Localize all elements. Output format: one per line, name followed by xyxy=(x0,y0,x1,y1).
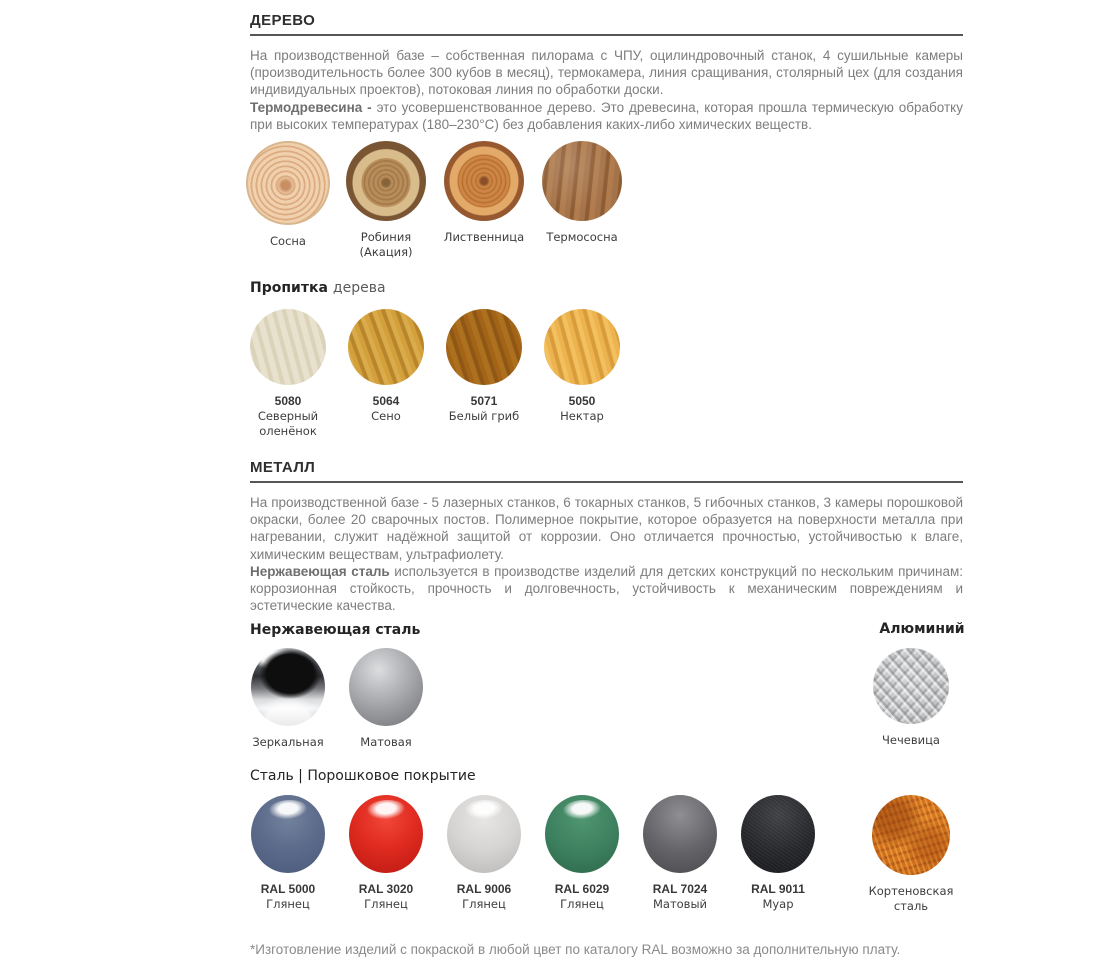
ral6029-label xyxy=(555,882,609,912)
thermopine-label: Термососна xyxy=(546,230,618,245)
stainless-sample-mirror xyxy=(239,648,337,750)
impregnation-5071-swatch-image xyxy=(446,309,522,385)
impregnation-5080-swatch-image xyxy=(250,309,326,385)
impregnation-5050-code: 5050 xyxy=(568,394,596,409)
thermopine-swatch-image xyxy=(542,141,622,221)
ral9011-finish: Муар xyxy=(762,897,794,912)
checkerplate-swatch-image xyxy=(873,648,949,724)
metal-section-divider xyxy=(250,481,963,483)
ral9006-swatch-image xyxy=(447,795,521,873)
ral-sample-7024 xyxy=(631,795,729,912)
aluminum-title-wrap xyxy=(873,621,971,638)
ral3020-swatch-image xyxy=(349,795,423,873)
ral5000-label xyxy=(261,882,315,912)
impregnation-5064-name: Сено xyxy=(371,409,401,424)
metal-subheadings-row xyxy=(250,622,963,639)
ral7024-code: RAL 7024 xyxy=(652,882,708,897)
impregnation-5071-code: 5071 xyxy=(470,394,498,409)
ral9006-finish: Глянец xyxy=(462,897,506,912)
ral7024-finish: Матовый xyxy=(652,897,708,912)
impregnation-5080-label xyxy=(239,394,337,439)
ral9011-code: RAL 9011 xyxy=(751,882,805,897)
aluminum-title: Алюминий xyxy=(879,621,965,638)
powder-coating-title: Сталь | Порошковое покрытие xyxy=(250,768,476,785)
impregnation-5064-label xyxy=(371,394,401,424)
ral-sample-6029 xyxy=(533,795,631,912)
ral5000-code: RAL 5000 xyxy=(260,882,316,897)
wood-intro-paragraph xyxy=(250,47,963,99)
larch-label: Лиственница xyxy=(443,230,525,245)
ral6029-code: RAL 6029 xyxy=(554,882,610,897)
ral-sample-9006 xyxy=(435,795,533,912)
impregnation-5050-label xyxy=(560,394,604,424)
impregnation-5064-code: 5064 xyxy=(372,394,400,409)
corten-label: Кортеновская сталь xyxy=(868,884,954,914)
corten-swatch-image xyxy=(872,795,950,875)
materials-catalog-page xyxy=(250,0,963,957)
ral-sample-5000 xyxy=(239,795,337,912)
wood-species-row xyxy=(239,141,963,260)
impregnation-5064-swatch-image xyxy=(348,309,424,385)
wood-sample-thermopine xyxy=(533,141,631,260)
ral9011-swatch-image xyxy=(741,795,815,873)
ral6029-finish: Глянец xyxy=(560,897,604,912)
stainless-term: Нержавеющая сталь xyxy=(250,563,390,579)
stainless-text: используется в производстве изделий для детских конструкций по нескольким причинам: коррозионная стойкость, прочность и долговечность, устойчивость к механическим повреждениям и эстетические качества. xyxy=(250,563,963,614)
impregnation-5080-name: Северный оленёнок xyxy=(257,409,319,439)
pine-swatch-image xyxy=(246,141,330,225)
thermo-term: Термодревесина - xyxy=(250,99,372,115)
pine-label: Сосна xyxy=(270,234,306,249)
ral3020-code: RAL 3020 xyxy=(358,882,414,897)
impregnation-5071-label xyxy=(449,394,519,424)
wood-section-title: ДЕРЕВО xyxy=(250,12,316,29)
impregnation-5071-name: Белый гриб xyxy=(448,409,520,424)
mirror-steel-swatch-image xyxy=(251,648,325,726)
impregnation-title xyxy=(250,280,963,297)
ral-sample-3020 xyxy=(337,795,435,912)
wood-section-divider xyxy=(250,34,963,36)
stainless-steel-title: Нержавеющая сталь xyxy=(250,622,421,639)
wood-intro-text: На производственной базе – собственная пилорама с ЧПУ, оцилиндровочный станок, 4 сушильные камеры (производительность более 300 кубов в месяц), термокамера, линия сращивания, столярный цех (для создания индивидуальных проектов), потоковая линия по обработки доски. xyxy=(250,48,963,98)
stainless-paragraph xyxy=(250,563,963,615)
stainless-sample-matte xyxy=(337,648,435,750)
impregnation-sample-5050 xyxy=(533,309,631,439)
metal-intro-text: На производственной базе - 5 лазерных станков, 6 токарных станков, 5 гибочных станков, 3 камеры порошковой окраски, более 20 сварочных постов. Полимерное покрытие, которое образуется на поверхности металла при нагревании, служит надёжной защитой от коррозии. Оно отличается прочностью, устойчивостью к влаге, химическим веществам, ультрафиолету. xyxy=(250,495,963,562)
corten-steel-sample xyxy=(862,795,960,914)
ral-sample-9011 xyxy=(729,795,827,912)
ral3020-label xyxy=(359,882,413,912)
matte-steel-swatch-image xyxy=(349,648,423,726)
ral7024-swatch-image xyxy=(643,795,717,873)
impregnation-title-sub: дерева xyxy=(332,280,386,297)
robinia-swatch-image xyxy=(346,141,426,221)
mirror-steel-label: Зеркальная xyxy=(252,735,324,750)
impregnation-sample-5064 xyxy=(337,309,435,439)
wood-sample-pine xyxy=(239,141,337,260)
metal-section-title: МЕТАЛЛ xyxy=(250,459,316,477)
wood-sample-larch xyxy=(435,141,533,260)
impregnation-title-main: Пропитка xyxy=(250,280,328,297)
impregnation-5050-swatch-image xyxy=(544,309,620,385)
thermo-text: это усовершенствованное дерево. Это древесина, которая прошла термическую обработку при высоких температурах (180–230°С) без добавления каких-либо химических веществ. xyxy=(250,99,963,132)
impregnation-samples-row xyxy=(239,309,963,439)
aluminum-sample-checkerplate xyxy=(862,648,960,748)
ral-footnote: *Изготовление изделий с покраской в любой цвет по каталогу RAL возможно за дополнительную плату. xyxy=(250,942,901,957)
ral9006-code: RAL 9006 xyxy=(456,882,512,897)
robinia-label: Робиния (Акация) xyxy=(359,230,413,260)
ral9006-label xyxy=(457,882,511,912)
impregnation-sample-5071 xyxy=(435,309,533,439)
wood-sample-robinia xyxy=(337,141,435,260)
checkerplate-label: Чечевица xyxy=(882,733,940,748)
larch-swatch-image xyxy=(444,141,524,221)
ral6029-swatch-image xyxy=(545,795,619,873)
ral7024-label xyxy=(653,882,707,912)
matte-steel-label: Матовая xyxy=(360,735,412,750)
steel-finish-row xyxy=(239,648,963,750)
ral9011-label xyxy=(751,882,805,912)
ral3020-finish: Глянец xyxy=(364,897,408,912)
wood-thermo-paragraph xyxy=(250,99,963,133)
impregnation-5080-code: 5080 xyxy=(274,394,302,409)
impregnation-sample-5080 xyxy=(239,309,337,439)
impregnation-5050-name: Нектар xyxy=(560,409,604,424)
ral-samples-row xyxy=(239,795,963,912)
ral5000-swatch-image xyxy=(251,795,325,873)
ral5000-finish: Глянец xyxy=(266,897,310,912)
metal-intro-paragraph xyxy=(250,494,963,563)
